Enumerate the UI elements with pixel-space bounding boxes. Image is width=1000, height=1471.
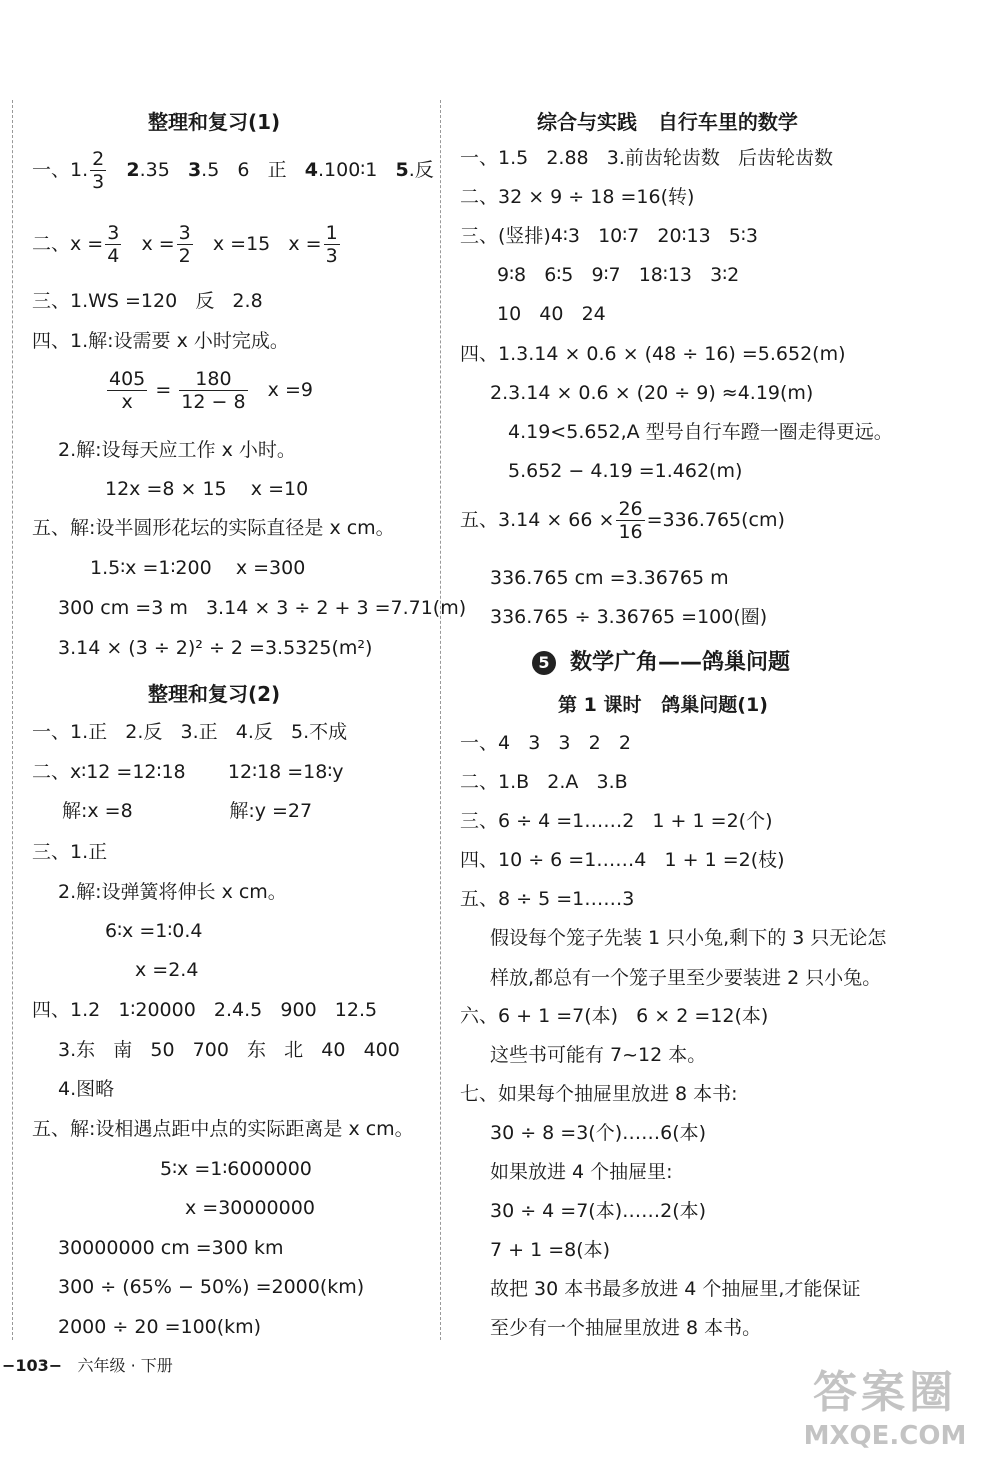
- s2-q4-part4: 4.图略: [58, 1078, 115, 1100]
- s2-q5-eq-a: 5∶x =1∶6000000: [160, 1158, 312, 1180]
- s4-q7-line-c: 30 ÷ 4 =7(本)……2(本): [490, 1200, 707, 1222]
- s2-q5-eq-c: 30000000 cm =300 km: [58, 1237, 284, 1259]
- s4-question-1: 一、4 3 3 2 2: [460, 732, 631, 754]
- s2-q5-eq-d: 300 ÷ (65% − 50%) =2000(km): [58, 1276, 365, 1298]
- page-footer: [2, 1353, 173, 1376]
- s4-q7-line-d: 7 + 1 =8(本): [490, 1239, 611, 1261]
- s3-question-2: 二、32 × 9 ÷ 18 =16(转): [460, 186, 695, 208]
- s3-q4-part3: 4.19<5.652,A 型号自行车蹬一圈走得更远。: [508, 421, 893, 443]
- s3-question-1: 一、1.5 2.88 3.前齿轮齿数 后齿轮齿数: [460, 147, 834, 169]
- s4-question-5: 五、8 ÷ 5 =1……3: [460, 888, 635, 910]
- s1-q5-line-b: 300 cm =3 m 3.14 × 3 ÷ 2 + 3 =7.71(m): [58, 597, 467, 619]
- s2-question-4: 四、1.2 1∶20000 2.4.5 900 12.5: [32, 999, 378, 1021]
- lesson-title: 第 1 课时 鸽巢问题(1): [558, 694, 768, 716]
- s3-question-3: 三、(竖排)4∶3 10∶7 20∶13 5∶3: [460, 225, 758, 247]
- s3-q4-part4: 5.652 − 4.19 =1.462(m): [508, 460, 743, 482]
- fraction: $\frac{1}{3}$: [325, 222, 338, 267]
- s2-q4-part3: 3.东 南 50 700 东 北 40 400: [58, 1039, 400, 1061]
- s2-question-2b: 解:x =8 解:y =27: [62, 800, 313, 822]
- s2-question-1: 一、1.正 2.反 3.正 4.反 5.不成: [32, 721, 348, 743]
- s4-question-7: 七、如果每个抽屉里放进 8 本书:: [460, 1083, 738, 1105]
- s1-q4-part2-eq: 12x =8 × 15 x =10: [105, 478, 309, 500]
- section-title-review-2: 整理和复习(2): [148, 682, 281, 706]
- s2-question-5: 五、解:设相遇点距中点的实际距离是 x cm。: [32, 1118, 414, 1140]
- section-title-bicycle-math: 综合与实践 自行车里的数学: [537, 110, 798, 134]
- s2-q5-eq-e: 2000 ÷ 20 =100(km): [58, 1316, 262, 1338]
- s4-q7-line-e: 故把 30 本书最多放进 4 个抽屉里,才能保证: [490, 1278, 861, 1300]
- s3-question-5: 五、3.14 × 66 × $\frac{26}{16}$ =336.765(cm): [460, 498, 785, 543]
- s3-q3-row3: 10 40 24: [497, 303, 606, 325]
- s1-q4-equation: $\frac{405}{x}$ = $\frac{180}{12 - 8}$ x =9: [109, 368, 313, 413]
- s4-q7-line-b: 如果放进 4 个抽屉里:: [490, 1161, 673, 1183]
- s1-q5-line-c: 3.14 × (3 ÷ 2)² ÷ 2 =3.5325(m²): [58, 637, 373, 659]
- page-number: −103−: [2, 1356, 63, 1375]
- s2-q3-eq-b: x =2.4: [135, 959, 199, 981]
- grade-label: 六年级 · 下册: [77, 1356, 173, 1375]
- fraction: $\frac{3}{4}$: [107, 222, 120, 267]
- s2-q5-eq-b: x =30000000: [185, 1197, 315, 1219]
- unit-title: 数学广角——鸽巢问题: [570, 650, 791, 675]
- s4-question-3: 三、6 ÷ 4 =1……2 1 + 1 =2(个): [460, 810, 773, 832]
- s3-q4-part2: 2.3.14 × 0.6 × (20 ÷ 9) ≈4.19(m): [490, 382, 814, 404]
- s4-q5-line-b: 样放,都总有一个笼子里至少要装进 2 只小兔。: [490, 967, 882, 989]
- s3-q5-line-b: 336.765 ÷ 3.36765 =100(圈): [490, 606, 768, 628]
- s4-question-4: 四、10 ÷ 6 =1……4 1 + 1 =2(枝): [460, 849, 785, 871]
- s4-question-6: 六、6 + 1 =7(本) 6 × 2 =12(本): [460, 1005, 769, 1027]
- s4-q6-line-a: 这些书可能有 7~12 本。: [490, 1044, 707, 1066]
- s3-question-4: 四、1.3.14 × 0.6 × (48 ÷ 16) =5.652(m): [460, 343, 846, 365]
- s1-question-2: 二、x = $\frac{3}{4}$ x = $\frac{3}{2}$ x =15 x = $\frac{1}{3}$: [32, 222, 338, 267]
- column-divider: [440, 100, 441, 1340]
- s2-q3-eq-a: 6∶x =1∶0.4: [105, 920, 203, 942]
- s3-q5-line-a: 336.765 cm =3.36765 m: [490, 567, 729, 589]
- s4-q5-line-a: 假设每个笼子先装 1 只小兔,剩下的 3 只无论怎: [490, 927, 887, 949]
- unit-heading: [532, 645, 790, 676]
- unit-number-badge: 5: [532, 651, 556, 675]
- s4-q7-line-f: 至少有一个抽屉里放进 8 本书。: [490, 1317, 762, 1339]
- s1-question-5: 五、解:设半圆形花坛的实际直径是 x cm。: [32, 517, 395, 539]
- fraction: $\frac{26}{16}$: [618, 498, 643, 543]
- fraction: $\frac{3}{2}$: [178, 222, 191, 267]
- s4-q7-line-a: 30 ÷ 8 =3(个)……6(本): [490, 1122, 707, 1144]
- s1-question-4: 四、1.解:设需要 x 小时完成。: [32, 330, 289, 352]
- s2-question-2: 二、x∶12 =12∶18 12∶18 =18∶y: [32, 761, 344, 783]
- watermark-logo: 答案圈 MXQE.COM: [803, 1367, 967, 1451]
- left-margin-line: [12, 100, 13, 1340]
- s1-question-1: 一、1. $\frac{2}{3}$ 2.35 3.5 6 正 4.100∶1 5.反: [32, 148, 434, 193]
- fraction: $\frac{2}{3}$: [92, 148, 105, 193]
- section-title-review-1: 整理和复习(1): [148, 110, 281, 134]
- s2-question-3: 三、1.正: [32, 841, 108, 863]
- s1-q4-part2: 2.解:设每天应工作 x 小时。: [58, 439, 296, 461]
- s1-q5-line-a: 1.5∶x =1∶200 x =300: [90, 557, 306, 579]
- s3-q3-row2: 9∶8 6∶5 9∶7 18∶13 3∶2: [497, 264, 740, 286]
- s1-question-3: 三、1.WS =120 反 2.8: [32, 290, 263, 312]
- s4-question-2: 二、1.B 2.A 3.B: [460, 771, 628, 793]
- s2-q3-part2: 2.解:设弹簧将伸长 x cm。: [58, 881, 287, 903]
